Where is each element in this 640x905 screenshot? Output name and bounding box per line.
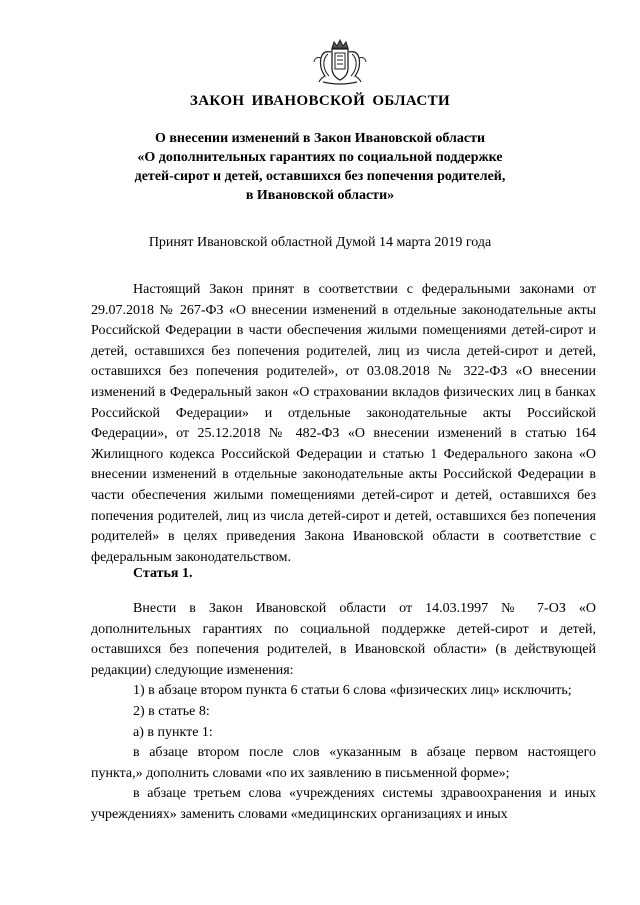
coat-of-arms-emblem bbox=[309, 38, 371, 86]
article-paragraph: 1) в абзаце втором пункта 6 статьи 6 слова «физических лиц» исключить; bbox=[133, 683, 572, 699]
article-paragraph: 2) в статье 8: bbox=[133, 703, 210, 719]
law-title: ЗАКОН ИВАНОВСКОЙ ОБЛАСТИ bbox=[189, 93, 451, 109]
article-paragraph: Внести в Закон Ивановской области от 14.03.1997 № 7-ОЗ «О дополнительных гарантиях по социальной поддержке детей-сирот и детей, оставшихся без попечения родителей, в Ивановской области» (в действующей редакции) следующие изменения: bbox=[91, 601, 596, 678]
article-body bbox=[91, 599, 596, 826]
preamble-section bbox=[91, 280, 596, 568]
subtitle-line: в Ивановской области» bbox=[245, 188, 395, 203]
adoption-statement: Принят Ивановской областной Думой 14 марта 2019 года bbox=[148, 235, 492, 250]
article-heading: Статья 1. bbox=[133, 566, 193, 581]
subtitle-line: «О дополнительных гарантиях по социальной поддержке bbox=[137, 150, 503, 165]
article-paragraph: в абзаце третьем слова «учреждениях системы здравоохранения и иных учреждениях» заменить словами «медицинских организациях и иных bbox=[91, 786, 596, 822]
preamble-paragraph: Настоящий Закон принят в соответствии с федеральными законами от 29.07.2018 № 267-ФЗ «О внесении изменений в отдельные законодательные акты Российской Федерации в части обеспечения жилыми помещениями детей-сирот и детей, оставшихся без попечения родителей, лиц из числа детей-сирот и детей, оставшихся без попечения родителей», от 03.08.2018 № 322-ФЗ «О внесении изменений в Федеральный закон «О страховании вкладов физических лиц в банках Российской Федерации» и отдельные законодательные акты Российской Федерации», от 25.12.2018 № 482-ФЗ «О внесении изменений в статью 164 Жилищного кодекса Российской Федерации и статью 1 Федерального закона «О внесении изменений в отдельные законодательные акты Российской Федерации в части обеспечения жилыми помещениями детей-сирот и детей, оставшихся без попечения родителей, лиц из числа детей-сирот и детей, оставшихся без попечения родителей» в целях приведения Закона Ивановской области в соответствие с федеральным законодательством. bbox=[91, 282, 596, 565]
subtitle-line: О внесении изменений в Закон Ивановской области bbox=[154, 131, 486, 146]
subtitle-line: детей-сирот и детей, оставшихся без попечения родителей, bbox=[134, 169, 506, 184]
article-paragraph: а) в пункте 1: bbox=[133, 724, 213, 740]
article-paragraph: в абзаце втором после слов «указанным в абзаце первом настоящего пункта,» дополнить словами «по их заявлению в письменной форме»; bbox=[91, 745, 596, 781]
law-subtitle bbox=[0, 129, 640, 205]
